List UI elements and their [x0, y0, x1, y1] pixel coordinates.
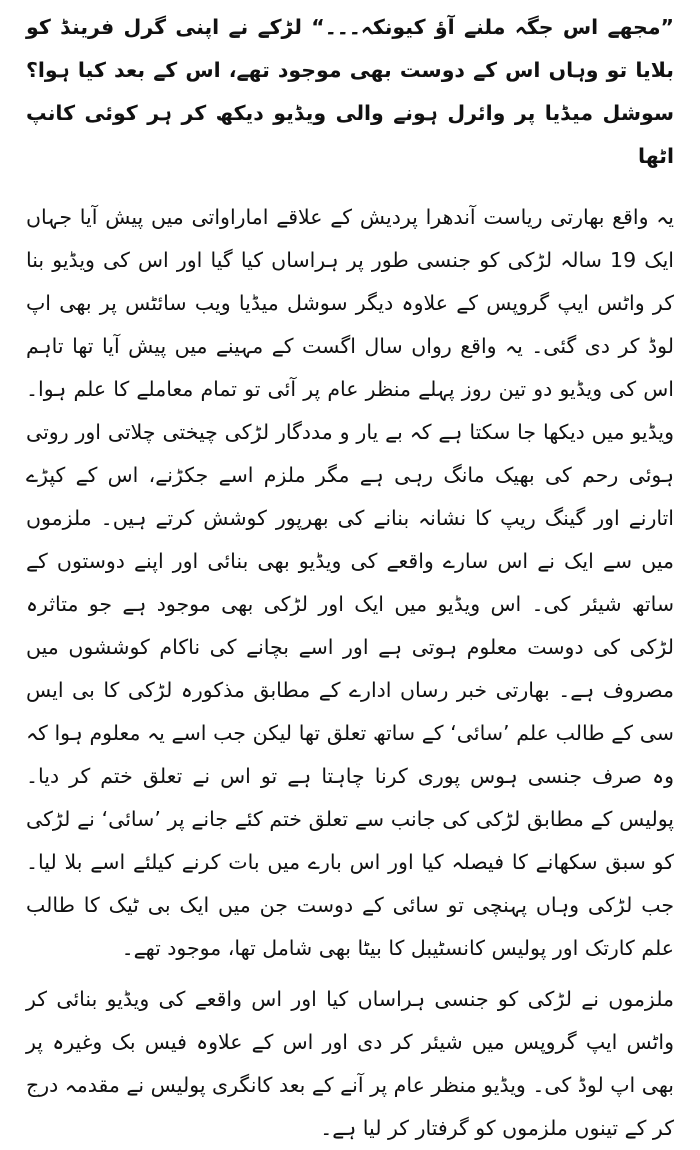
article-paragraph-2: ملزموں نے لڑکی کو جنسی ہراساں کیا اور اس واقعے کی ویڈیو بنائی کر واٹس ایپ گروپس میں شیئر کر دی اور اس کے علاوہ فیس بک وغیرہ پر بھی اپ لوڈ کی۔ ویڈیو منظر عام پر آنے کے بعد کانگری پولیس نے مقدمہ درج کر کے تینوں ملزموں کو گرفتار کر لیا ہے۔ [26, 987, 674, 1140]
paragraph-spacer [26, 178, 674, 196]
article-headline: ”مجھے اس جگہ ملنے آؤ کیونکہ۔۔۔“ لڑکے نے اپنی گرل فرینڈ کو بلایا تو وہاں اس کے دوست بھی موجود تھے، اس کے بعد کیا ہوا؟ سوشل میڈیا پر وائرل ہونے والی ویڈیو دیکھ کر ہر کوئی کانپ اٹھا [26, 15, 674, 168]
paragraph-spacer [26, 970, 674, 978]
article-paragraph-1: یہ واقع بھارتی ریاست آندھرا پردیش کے علاقے اماراواتی میں پیش آیا جہاں ایک 19 سالہ لڑکی کو جنسی طور پر ہراساں کیا گیا اور اس کی ویڈیو بنا کر واٹس ایپ گروپس کے علاوہ دیگر سوشل میڈیا ویب سائٹس پر بھی اپ لوڈ کر دی گئی۔ یہ واقع رواں سال اگست کے مہینے میں پیش آیا تھا تاہم اس کی ویڈیو دو تین روز پہلے منظر عام پر آئی تو تمام معاملے کا علم ہوا۔ ویڈیو میں دیکھا جا سکتا ہے کہ بے یار و مددگار لڑکی چیختی چلاتی اور روتی ہوئی رحم کی بھیک مانگ رہی ہے مگر ملزم اسے جکڑنے، اس کے کپڑے اتارنے اور گینگ ریپ کا نشانہ بنانے کی بھرپور کوشش کرتے ہیں۔ ملزموں میں سے ایک نے اس سارے واقعے کی ویڈیو بھی بنائی اور اپنے دوستوں کے ساتھ شیئر کی۔ اس ویڈیو میں ایک اور لڑکی بھی موجود ہے جو متاثرہ لڑکی کی دوست معلوم ہوتی ہے اور اسے بچانے کی ناکام کوششوں میں مصروف ہے۔ بھارتی خبر رساں ادارے کے مطابق مذکورہ لڑکی کا بی ایس سی کے طالب علم ’سائی‘ کے ساتھ تعلق تھا لیکن جب اسے یہ معلوم ہوا کہ وہ صرف جنسی ہوس پوری کرنا چاہتا ہے تو اس نے تعلق ختم کر دیا۔ پولیس کے مطابق لڑکی کی جانب سے تعلق ختم کئے جانے پر ’سائی‘ نے لڑکی کو سبق سکھانے کا فیصلہ کیا اور اس بارے میں بات کرنے کیلئے اسے بلا لیا۔ جب لڑکی وہاں پہنچی تو سائی کے دوست جن میں ایک بی ٹیک کا طالب علم کارتک اور پولیس کانسٹیبل کا بیٹا بھی شامل تھا، موجود تھے۔ [26, 205, 675, 960]
